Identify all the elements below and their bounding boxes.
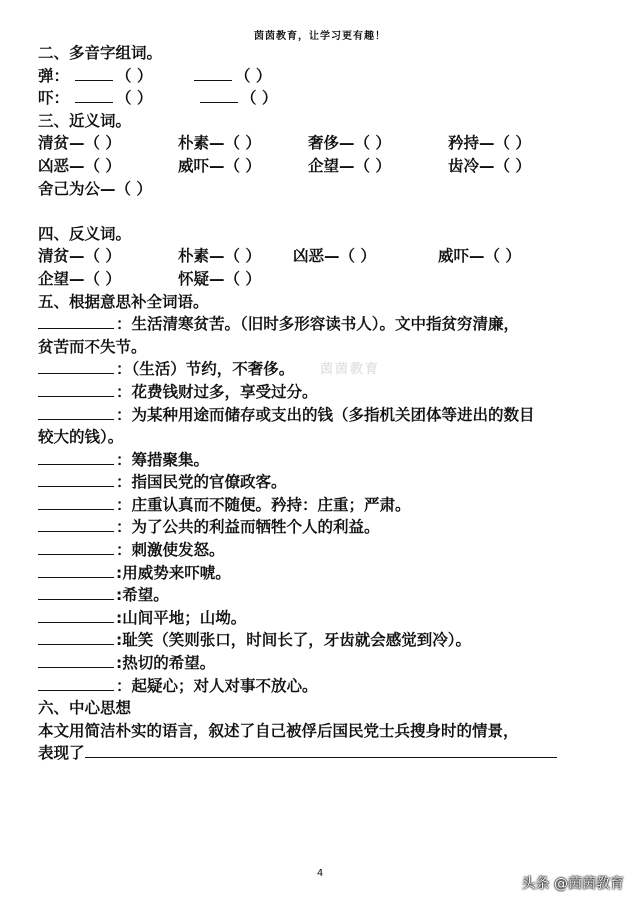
polyphone-row xyxy=(38,87,598,110)
synonym-item[interactable]: 清贫—（ ） xyxy=(38,134,121,153)
definition-text: ：生活清寒贫苦。（旧时多形容读书人）。文中指贫穷清廉， xyxy=(116,315,520,334)
antonym-item[interactable]: 怀疑—（ ） xyxy=(178,269,261,288)
definition-text: :热切的希望。 xyxy=(116,654,216,673)
definition-text: :山间平地；山坳。 xyxy=(116,608,247,627)
definition-text: :希望。 xyxy=(116,586,169,605)
answer-blank[interactable] xyxy=(38,449,114,465)
definition-row xyxy=(38,471,598,494)
answer-blank[interactable] xyxy=(75,87,113,103)
definition-row xyxy=(38,584,598,607)
page-header: 茵茵教育，让学习更有趣！ xyxy=(254,31,386,42)
answer-blank[interactable] xyxy=(38,629,114,645)
section-title-definitions: 五、根据意思补全词语。 xyxy=(38,292,209,311)
synonym-item[interactable]: 矜持—（ ） xyxy=(448,134,531,153)
answer-blank[interactable] xyxy=(38,607,114,623)
antonym-row xyxy=(38,268,598,291)
answer-blank[interactable] xyxy=(38,381,114,397)
definition-row xyxy=(38,381,598,404)
definition-row xyxy=(38,539,598,562)
synonym-row xyxy=(38,155,598,178)
antonym-item[interactable]: 威吓—（ ） xyxy=(438,247,521,266)
antonym-item[interactable]: 凶恶—（ ） xyxy=(293,247,376,266)
definition-row xyxy=(38,358,598,381)
definition-row xyxy=(38,562,598,585)
antonym-item[interactable]: 企望—（ ） xyxy=(38,269,121,288)
answer-blank[interactable] xyxy=(38,652,114,668)
polyphone-char: 弹： xyxy=(38,66,70,85)
watermark: 茵茵教育 xyxy=(320,362,381,377)
synonym-item[interactable]: 威吓—（ ） xyxy=(178,156,261,175)
definition-text: :用威势来吓唬。 xyxy=(116,563,231,582)
definition-row xyxy=(38,516,598,539)
definition-row xyxy=(38,629,598,652)
answer-blank[interactable] xyxy=(38,675,114,691)
definition-text: ：刺激使发怒。 xyxy=(116,541,225,560)
definition-continuation: 较大的钱）。 xyxy=(38,428,124,447)
section-title-central-idea: 六、中心思想 xyxy=(38,699,132,718)
answer-blank[interactable] xyxy=(38,539,114,555)
answer-blank[interactable] xyxy=(38,404,114,420)
central-idea-answer-row xyxy=(38,742,598,765)
answer-blank[interactable] xyxy=(194,65,232,81)
definition-continuation: 贫苦而不失节。 xyxy=(38,337,147,356)
answer-blank[interactable] xyxy=(85,742,557,758)
brand-label: 头条 @茵茵教育 xyxy=(521,876,624,892)
answer-blank[interactable] xyxy=(38,494,114,510)
synonym-item[interactable]: 舍己为公—（ ） xyxy=(38,179,152,198)
definition-row xyxy=(38,652,598,675)
definition-row xyxy=(38,313,598,336)
definition-row xyxy=(38,607,598,630)
polyphone-char: 吓： xyxy=(38,89,70,108)
section-title-synonyms: 三、近义词。 xyxy=(38,111,132,130)
synonym-row xyxy=(38,132,598,155)
antonym-item[interactable]: 朴素—（ ） xyxy=(178,247,261,266)
central-idea-text: 本文用简洁朴实的语言，叙述了自己被俘后国民党士兵搜身时的情景， xyxy=(38,721,519,740)
answer-blank[interactable] xyxy=(38,358,114,374)
polyphone-row xyxy=(38,65,598,88)
antonym-row xyxy=(38,245,598,268)
worksheet-content xyxy=(38,42,598,765)
definition-text: :耻笑（笑则张口，时间长了，牙齿就会感觉到冷）。 xyxy=(116,631,471,650)
answer-paren[interactable]: （ ） xyxy=(241,89,278,108)
definition-text: ：起疑心；对人对事不放心。 xyxy=(116,676,318,695)
answer-paren[interactable]: （ ） xyxy=(235,66,272,85)
synonym-row xyxy=(38,178,598,201)
section-title-polyphones: 二、多音字组词。 xyxy=(38,44,163,62)
answer-blank[interactable] xyxy=(38,562,114,578)
answer-paren[interactable]: （ ） xyxy=(116,89,153,108)
definition-row xyxy=(38,449,598,472)
answer-blank[interactable] xyxy=(38,516,114,532)
definition-text: ：花费钱财过多，享受过分。 xyxy=(116,382,318,401)
section-title-antonyms: 四、反义词。 xyxy=(38,224,132,243)
definition-text: ：为了公共的利益而牺牲个人的利益。 xyxy=(116,518,380,537)
definition-row xyxy=(38,675,598,698)
answer-blank[interactable] xyxy=(200,87,238,103)
synonym-item[interactable]: 朴素—（ ） xyxy=(178,134,261,153)
definition-row xyxy=(38,494,598,517)
synonym-item[interactable]: 奢侈—（ ） xyxy=(308,134,391,153)
definition-text: ：庄重认真而不随便。矜持：庄重；严肃。 xyxy=(116,495,411,514)
definition-row xyxy=(38,404,598,427)
definition-text: ：（生活）节约，不奢侈。 xyxy=(116,360,295,379)
central-idea-lead: 表现了 xyxy=(38,744,85,763)
page-number: 4 xyxy=(316,868,324,879)
synonym-item[interactable]: 凶恶—（ ） xyxy=(38,156,121,175)
synonym-item[interactable]: 企望—（ ） xyxy=(308,156,391,175)
definition-text: ：筹措聚集。 xyxy=(116,450,210,469)
definition-text: ：为某种用途而储存或支出的钱（多指机关团体等进出的数目 xyxy=(116,405,535,424)
antonym-item[interactable]: 清贫—（ ） xyxy=(38,247,121,266)
definition-text: ：指国民党的官僚政客。 xyxy=(116,473,287,492)
answer-blank[interactable] xyxy=(38,313,114,329)
synonym-item[interactable]: 齿冷—（ ） xyxy=(448,156,531,175)
answer-blank[interactable] xyxy=(38,584,114,600)
answer-paren[interactable]: （ ） xyxy=(116,66,153,85)
answer-blank[interactable] xyxy=(75,65,113,81)
answer-blank[interactable] xyxy=(38,471,114,487)
